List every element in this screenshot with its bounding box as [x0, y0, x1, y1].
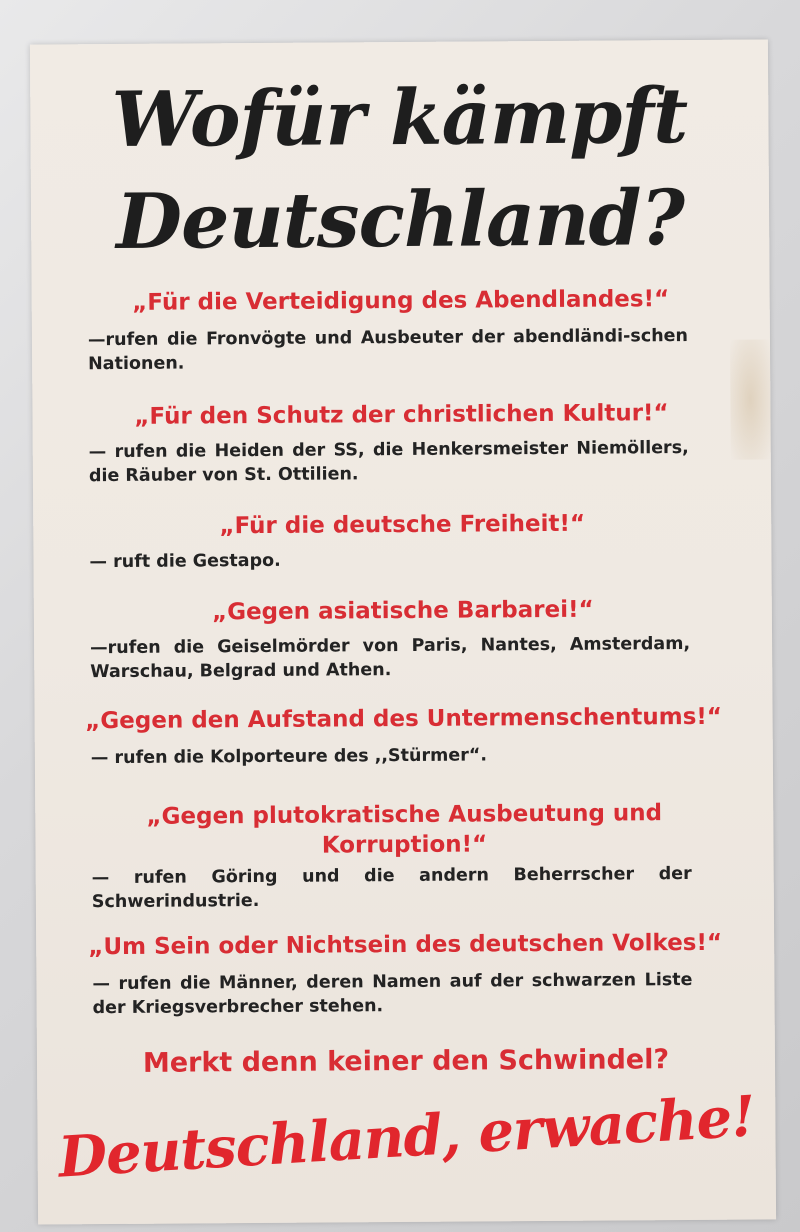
- slogan-6: „Gegen plutokratische Ausbeutung und Korruption!“: [146, 800, 663, 859]
- reply-3: — ruft die Gestapo.: [89, 550, 281, 573]
- slogan-1: „Für die Verteidigung des Abendlandes!“: [132, 286, 670, 316]
- slogan-3: „Für die deutsche Freiheit!“: [219, 510, 586, 540]
- reply-6: — rufen Göring und die andern Beherrscher der Schwerindustrie.: [91, 863, 692, 913]
- leaflet: [30, 39, 776, 1224]
- reply-5: — rufen die Kolporteure des ,,Stürmer“.: [90, 745, 488, 769]
- reply-1: —rufen die Fronvögte und Ausbeuter der abendländi-schen Nationen.: [87, 326, 689, 375]
- reply-7: — rufen die Männer, deren Namen auf der schwarzen Liste der Kriegsverbrecher stehen.: [92, 969, 693, 1019]
- question-line: Merkt denn keiner den Schwindel?: [142, 1044, 670, 1079]
- headline-line-2: Deutschland?: [115, 173, 685, 266]
- slogan-4: „Gegen asiatische Barbarei!“: [211, 596, 594, 626]
- slogan-2: „Für den Schutz der christlichen Kultur!“: [134, 400, 669, 430]
- headline-line-1: Wofür kämpft: [111, 71, 688, 165]
- slogan-5: „Gegen den Aufstand des Untermenschentums!“: [85, 703, 723, 735]
- slogan-7: „Um Sein oder Nichtsein des deutschen Volkes!“: [88, 929, 723, 961]
- closing-call: Deutschland, erwache!: [56, 1083, 757, 1191]
- reply-4: —rufen die Geiselmörder von Paris, Nantes, Amsterdam, Warschau, Belgrad und Athen.: [90, 633, 691, 683]
- reply-2: — rufen die Heiden der SS, die Henkersmeister Niemöllers, die Räuber von St. Ottilien.: [88, 438, 689, 487]
